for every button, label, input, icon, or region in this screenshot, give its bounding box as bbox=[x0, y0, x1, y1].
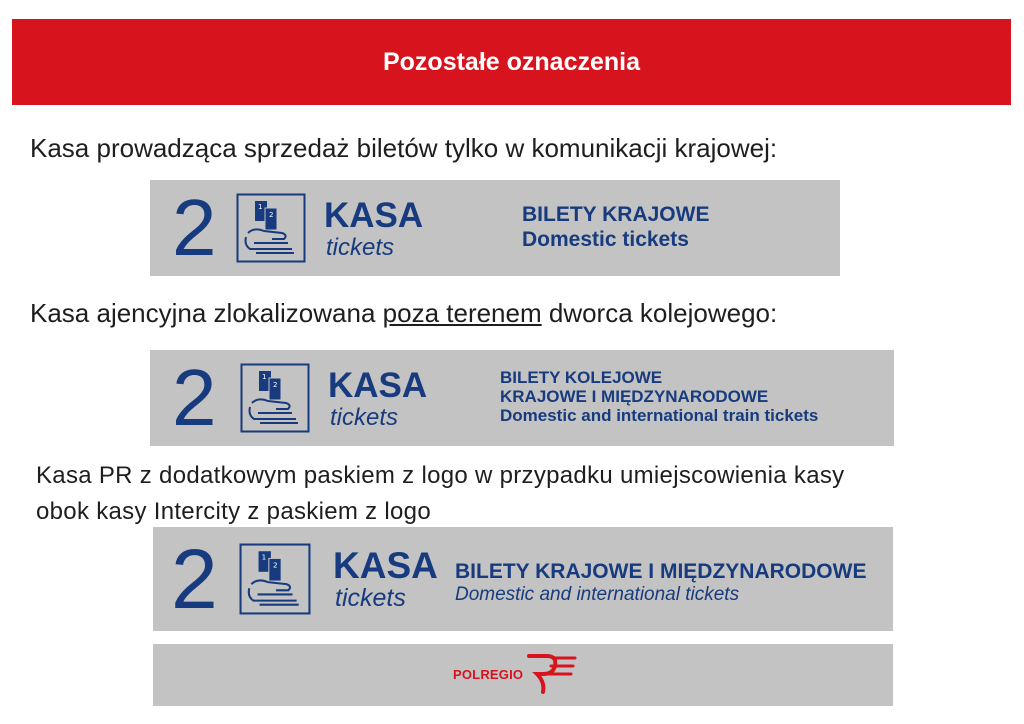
logo-strip bbox=[153, 644, 893, 706]
sign-info bbox=[455, 559, 866, 607]
info-line: Domestic tickets bbox=[522, 228, 689, 252]
svg-text:1: 1 bbox=[262, 373, 267, 381]
polregio-logo bbox=[453, 652, 579, 696]
caption-line: obok kasy Intercity z paskiem z logo bbox=[36, 498, 431, 525]
window-number: 2 bbox=[172, 353, 217, 442]
page-title: Pozostałe oznaczenia bbox=[382, 47, 641, 76]
info-line: BILETY KOLEJOWE bbox=[500, 368, 663, 387]
ticket-window-pictogram-icon bbox=[236, 193, 306, 263]
tickets-label: tickets bbox=[330, 404, 399, 431]
info-line: BILETY KRAJOWE I MIĘDZYNARODOWE bbox=[455, 560, 867, 583]
tickets-label: tickets bbox=[335, 584, 406, 612]
polregio-logo-text: POLREGIO bbox=[453, 666, 524, 682]
svg-text:1: 1 bbox=[258, 203, 263, 211]
caption-underlined: poza terenem bbox=[382, 298, 542, 328]
sign-info bbox=[522, 202, 709, 252]
header-bar bbox=[12, 19, 1011, 105]
kasa-label: KASA bbox=[328, 366, 428, 405]
ticket-window-pictogram-icon bbox=[239, 543, 311, 615]
info-line: KRAJOWE I MIĘDZYNARODOWE bbox=[500, 387, 769, 407]
info-line: BILETY KRAJOWE bbox=[522, 203, 710, 226]
polregio-logo-icon bbox=[523, 652, 579, 696]
caption-text: dworca kolejowego: bbox=[541, 298, 778, 328]
caption-text: Kasa ajencyjna zlokalizowana bbox=[30, 298, 383, 328]
caption-domestic: Kasa prowadząca sprzedaż biletów tylko w komunikacji krajowej: bbox=[30, 133, 778, 163]
window-number: 2 bbox=[171, 532, 218, 626]
sign-info bbox=[500, 368, 818, 425]
sign-international bbox=[153, 527, 893, 631]
info-line: Domestic and international train tickets bbox=[500, 406, 819, 426]
caption-polregio bbox=[36, 458, 844, 530]
info-line: Domestic and international tickets bbox=[455, 584, 740, 606]
kasa-label: KASA bbox=[333, 545, 438, 586]
svg-text:1: 1 bbox=[261, 552, 267, 562]
sign-domestic bbox=[150, 180, 840, 276]
svg-text:2: 2 bbox=[269, 211, 274, 219]
tickets-label: tickets bbox=[326, 234, 395, 261]
kasa-label: KASA bbox=[324, 196, 424, 235]
sign-agency bbox=[150, 350, 894, 446]
window-number: 2 bbox=[172, 183, 217, 272]
caption-line: Kasa PR z dodatkowym paskiem z logo w przypadku umiejscowienia kasy bbox=[36, 462, 845, 489]
svg-text:2: 2 bbox=[273, 381, 278, 389]
ticket-window-pictogram-icon bbox=[240, 363, 310, 433]
svg-text:2: 2 bbox=[272, 560, 278, 570]
caption-agency bbox=[30, 298, 777, 329]
